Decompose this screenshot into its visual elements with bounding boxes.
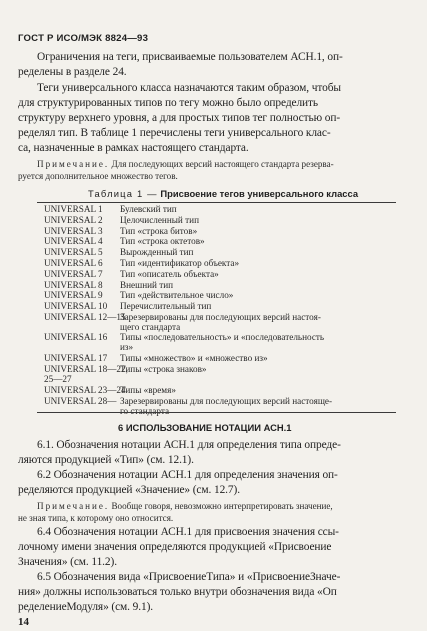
description-cell: Тип «идентификатор объекта»	[120, 258, 240, 268]
tag-cell: UNIVERSAL 1	[44, 204, 103, 214]
description-cell: Тип «действительное число»	[120, 290, 234, 301]
page-number: 14	[18, 616, 29, 628]
description-cell: Перечислительный тип	[120, 301, 212, 312]
table-top-rule	[37, 202, 396, 203]
tag-cell: UNIVERSAL 10	[44, 301, 108, 312]
description-cell: Зарезервированы для последующих версий настояще-	[120, 396, 333, 406]
description-cell: го стандарта	[120, 405, 170, 416]
table-title-prefix: Таблица 1 —	[88, 188, 158, 199]
text-line: ределяются продукцией «Значение» (см. 12.7).	[18, 484, 240, 496]
tag-cell: UNIVERSAL 8	[44, 279, 103, 290]
table-title-name: Присвоение тегов универсального класса	[160, 188, 359, 199]
note-label: Примечание.	[37, 159, 110, 169]
text-line: Значения» (см. 11.2).	[18, 556, 117, 568]
text-line: для структурированных типов по тегу можно было определить	[18, 97, 319, 109]
text-line: ределял тип. В таблице 1 перечислены теги универсального клас-	[18, 127, 331, 139]
text-line: не зная типа, к которому оно относится.	[18, 513, 174, 523]
text-line: лочному имени значения определяются продукцией «Присвоение	[18, 541, 332, 553]
tag-cell: UNIVERSAL 2	[44, 214, 103, 225]
tag-cell: UNIVERSAL 7	[44, 268, 103, 279]
note-text: Для последующих версий настоящего стандарта резерва-	[109, 159, 334, 169]
text-line: са, назначенные в рамках настоящего стандарта.	[18, 142, 249, 154]
tag-cell: UNIVERSAL 17	[44, 352, 108, 363]
text-line	[37, 159, 334, 169]
tag-cell: UNIVERSAL 5	[44, 247, 103, 258]
text-line: руется дополнительное множество тегов.	[18, 171, 178, 181]
text-line: ния» должны использоваться только внутри обозначения вида «Оп	[18, 586, 337, 598]
description-cell: Типы «множество» и «множество из»	[120, 352, 268, 363]
tag-cell: 25—27	[44, 374, 72, 385]
description-cell: Тип «строка октетов»	[120, 236, 205, 247]
description-cell: Типы «строка знаков»	[120, 363, 207, 374]
tag-cell: UNIVERSAL 3	[44, 225, 103, 236]
description-cell: Вырожденный тип	[120, 247, 194, 258]
running-header: ГОСТ Р ИСО/МЭК 8824—93	[18, 33, 149, 44]
tag-cell: UNIVERSAL 12—15	[44, 312, 126, 322]
text-line	[37, 501, 333, 511]
text-line: Ограничения на теги, присваиваемые пользователем АСН.1, оп-	[37, 51, 343, 63]
text-line: Теги универсального класса назначаются таким образом, чтобы	[37, 82, 341, 94]
text-line: 6.5 Обозначения вида «ПрисвоениеТипа» и «ПрисвоениеЗначе-	[37, 571, 341, 583]
description-cell: Целочисленный тип	[120, 214, 199, 225]
text-line: ляются продукцией «Тип» (см. 12.1).	[18, 454, 194, 466]
section-6-heading: 6 ИСПОЛЬЗОВАНИЕ НОТАЦИИ АСН.1	[118, 422, 292, 433]
text-line: 6.1. Обозначения нотации АСН.1 для определения типа опреде-	[37, 439, 341, 451]
tag-cell: UNIVERSAL 9	[44, 290, 103, 301]
text-line: структуру верхнего уровня, а для простых типов тег полностью оп-	[18, 112, 341, 124]
tag-cell: UNIVERSAL 6	[44, 258, 103, 268]
note-label: Примечание.	[37, 501, 110, 511]
description-cell: щего стандарта	[120, 321, 181, 332]
tag-cell: UNIVERSAL 18—22,	[44, 363, 128, 374]
text-line: ределены в разделе 24.	[18, 66, 127, 78]
tag-cell: UNIVERSAL 23—24	[44, 385, 126, 396]
description-cell: Типы «последовательность» и «последовательность	[120, 332, 325, 343]
text-line: 6.2 Обозначения нотации АСН.1 для определения значения оп-	[37, 469, 338, 481]
description-cell: Внешний тип	[120, 279, 174, 290]
text-line: ределениеМодуля» (см. 9.1).	[18, 601, 154, 613]
table-bottom-rule	[37, 412, 396, 413]
description-cell: Зарезервированы для последующих версий настоя-	[120, 312, 321, 322]
tag-cell: UNIVERSAL 28—	[44, 396, 117, 406]
note-text: Вообще говоря, невозможно интерпретировать значение,	[109, 501, 333, 511]
description-cell: из»	[120, 342, 134, 352]
text-line: 6.4 Обозначения нотации АСН.1 для присвоения значения ссы-	[37, 526, 339, 538]
description-cell: Булевский тип	[120, 204, 177, 214]
description-cell: Тип «описатель объекта»	[120, 268, 219, 279]
tag-cell: UNIVERSAL 16	[44, 332, 108, 343]
description-cell: Типы «время»	[120, 385, 176, 396]
table-title	[88, 188, 358, 199]
tag-cell: UNIVERSAL 4	[44, 236, 103, 247]
description-cell: Тип «строка битов»	[120, 225, 198, 236]
